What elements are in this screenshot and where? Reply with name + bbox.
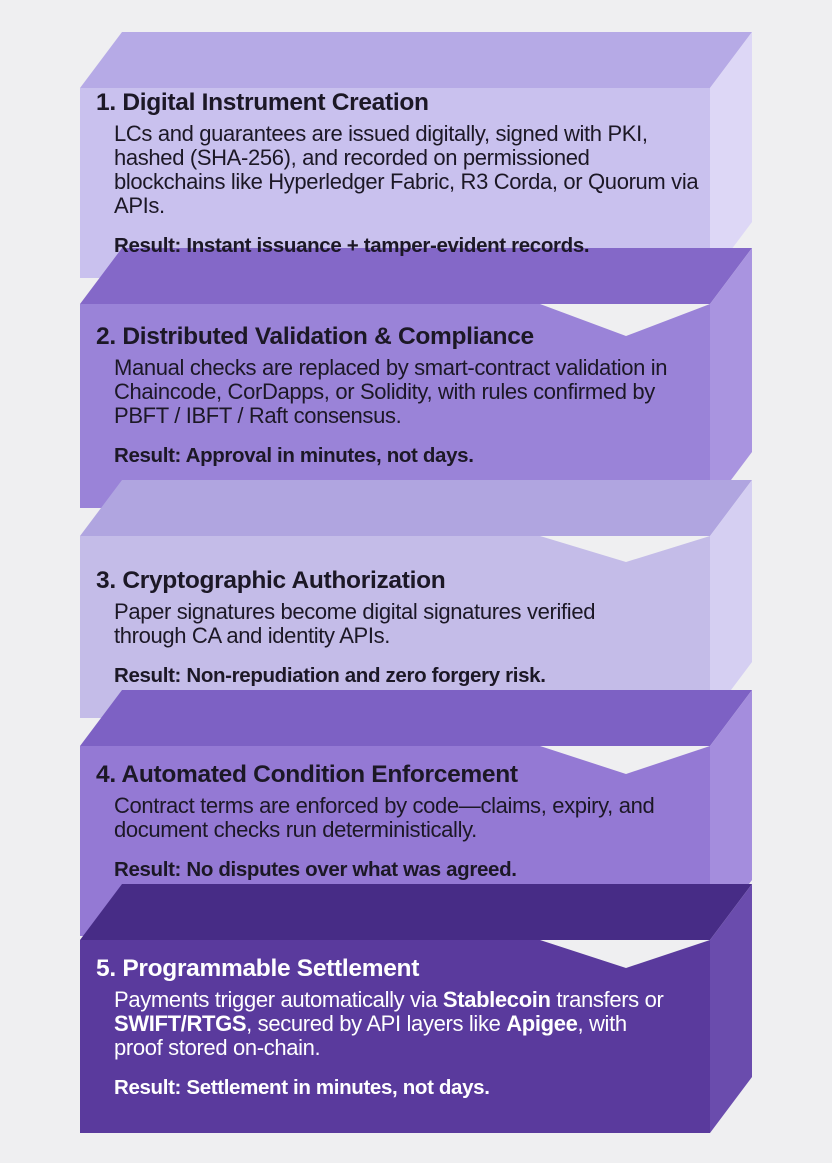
step-5-highlight-stablecoin: Stablecoin xyxy=(442,987,551,1012)
step-5-body-text: Payments trigger automatically via xyxy=(114,987,443,1012)
step-4 xyxy=(96,760,696,882)
step-2-result: Result: Approval in minutes, not days. xyxy=(114,444,474,467)
step-5-body-text: , with proof stored on-chain. xyxy=(114,1011,627,1060)
block-5-top xyxy=(80,884,752,940)
step-5-highlight-swift: SWIFT/RTGS xyxy=(114,1011,247,1036)
step-5 xyxy=(96,954,696,1100)
step-5-body-text: , secured by API layers like xyxy=(246,1011,507,1036)
step-5-highlight-apigee: Apigee xyxy=(506,1011,578,1036)
step-5-title: 5. Programmable Settlement xyxy=(96,955,420,982)
block-1-top xyxy=(80,32,752,88)
step-5-body xyxy=(114,988,674,1060)
step-1 xyxy=(96,88,699,258)
step-4-result: Result: No disputes over what was agreed. xyxy=(114,858,517,881)
step-5-result: Result: Settlement in minutes, not days. xyxy=(114,1076,490,1099)
step-2 xyxy=(96,322,696,468)
step-3 xyxy=(96,566,696,688)
step-2-title: 2. Distributed Validation & Compliance xyxy=(96,323,534,350)
step-3-result: Result: Non-repudiation and zero forgery risk. xyxy=(114,664,546,687)
step-1-title: 1. Digital Instrument Creation xyxy=(96,89,429,116)
step-5-body-text: transfers or xyxy=(550,987,664,1012)
block-3-top xyxy=(80,480,752,536)
step-1-body: LCs and guarantees are issued digitally, signed with PKI, hashed (SHA-256), and recorded on permissioned blockchains like Hyperledger Fabric, R3 Corda, or Quorum via APIs. xyxy=(114,121,699,218)
step-4-body: Contract terms are enforced by code—claims, expiry, and document checks run deterministically. xyxy=(114,793,655,842)
step-1-result: Result: Instant issuance + tamper-evident records. xyxy=(114,234,590,257)
step-2-body: Manual checks are replaced by smart-contract validation in Chaincode, CorDapps, or Solidity, with rules confirmed by PBFT / IBFT / Raft consensus. xyxy=(114,355,668,428)
step-3-body: Paper signatures become digital signatures verified through CA and identity APIs. xyxy=(114,599,596,648)
block-4-top xyxy=(80,690,752,746)
step-3-title: 3. Cryptographic Authorization xyxy=(96,567,446,594)
step-4-title: 4. Automated Condition Enforcement xyxy=(96,761,518,788)
